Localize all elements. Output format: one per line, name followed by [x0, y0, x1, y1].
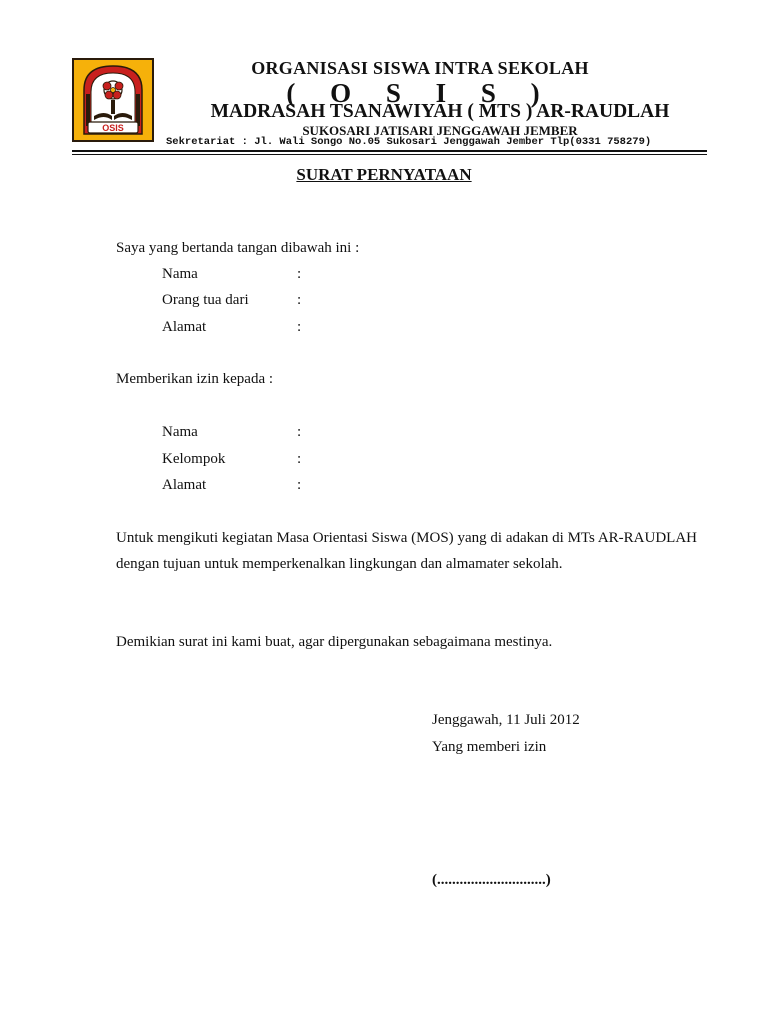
- permitted-name-colon: :: [297, 424, 302, 440]
- letterhead-divider-thin: [72, 154, 707, 155]
- permitted-group-label: Kelompok: [162, 451, 226, 467]
- declarant-name-colon: :: [297, 266, 302, 282]
- declarant-parent-of-colon: :: [297, 292, 302, 308]
- declarant-address-colon: :: [297, 319, 302, 335]
- osis-emblem-icon: [74, 60, 152, 140]
- declarant-intro: Saya yang bertanda tangan dibawah ini :: [116, 240, 360, 256]
- organization-name: ORGANISASI SISWA INTRA SEKOLAH: [251, 58, 589, 78]
- permitted-name-label: Nama: [162, 424, 198, 440]
- body-paragraph: Untuk mengikuti kegiatan Masa Orientasi Siswa (MOS) yang di adakan di MTs AR-RAUDLAH dengan tujuan untuk memperkenalkan lingkungan dan almamater sekolah.: [116, 530, 697, 572]
- school-name: MADRASAH TSANAWIYAH ( MTS ) AR-RAUDLAH: [210, 101, 670, 122]
- organization-abbreviation: ( O S I S ): [286, 78, 554, 108]
- closing-sentence: Demikian surat ini kami buat, agar dipergunakan sebagaimana mestinya.: [116, 634, 553, 650]
- declarant-parent-of-label: Orang tua dari: [162, 292, 249, 308]
- school-address: SUKOSARI JATISARI JENGGAWAH JEMBER: [302, 123, 578, 138]
- permitted-group-colon: :: [297, 451, 302, 467]
- signature-name-blank: (.............................): [432, 872, 551, 888]
- declarant-name-label: Nama: [162, 266, 198, 282]
- declarant-address-label: Alamat: [162, 319, 207, 335]
- document-title: SURAT PERNYATAAN: [296, 165, 472, 184]
- permitted-address-label: Alamat: [162, 477, 207, 493]
- logo-banner-text: OSIS: [102, 123, 124, 133]
- signature-place-date: Jenggawah, 11 Juli 2012: [432, 712, 580, 728]
- signature-role: Yang memberi izin: [432, 739, 547, 755]
- permitted-address-colon: :: [297, 477, 302, 493]
- letterhead-divider: [72, 150, 707, 152]
- secretariat-address: Sekretariat : Jl. Wali Songo No.05 Sukosari Jenggawah Jember Tlp(0331 758279): [166, 136, 652, 148]
- osis-logo: [72, 58, 154, 142]
- permitted-intro: Memberikan izin kepada :: [116, 371, 274, 387]
